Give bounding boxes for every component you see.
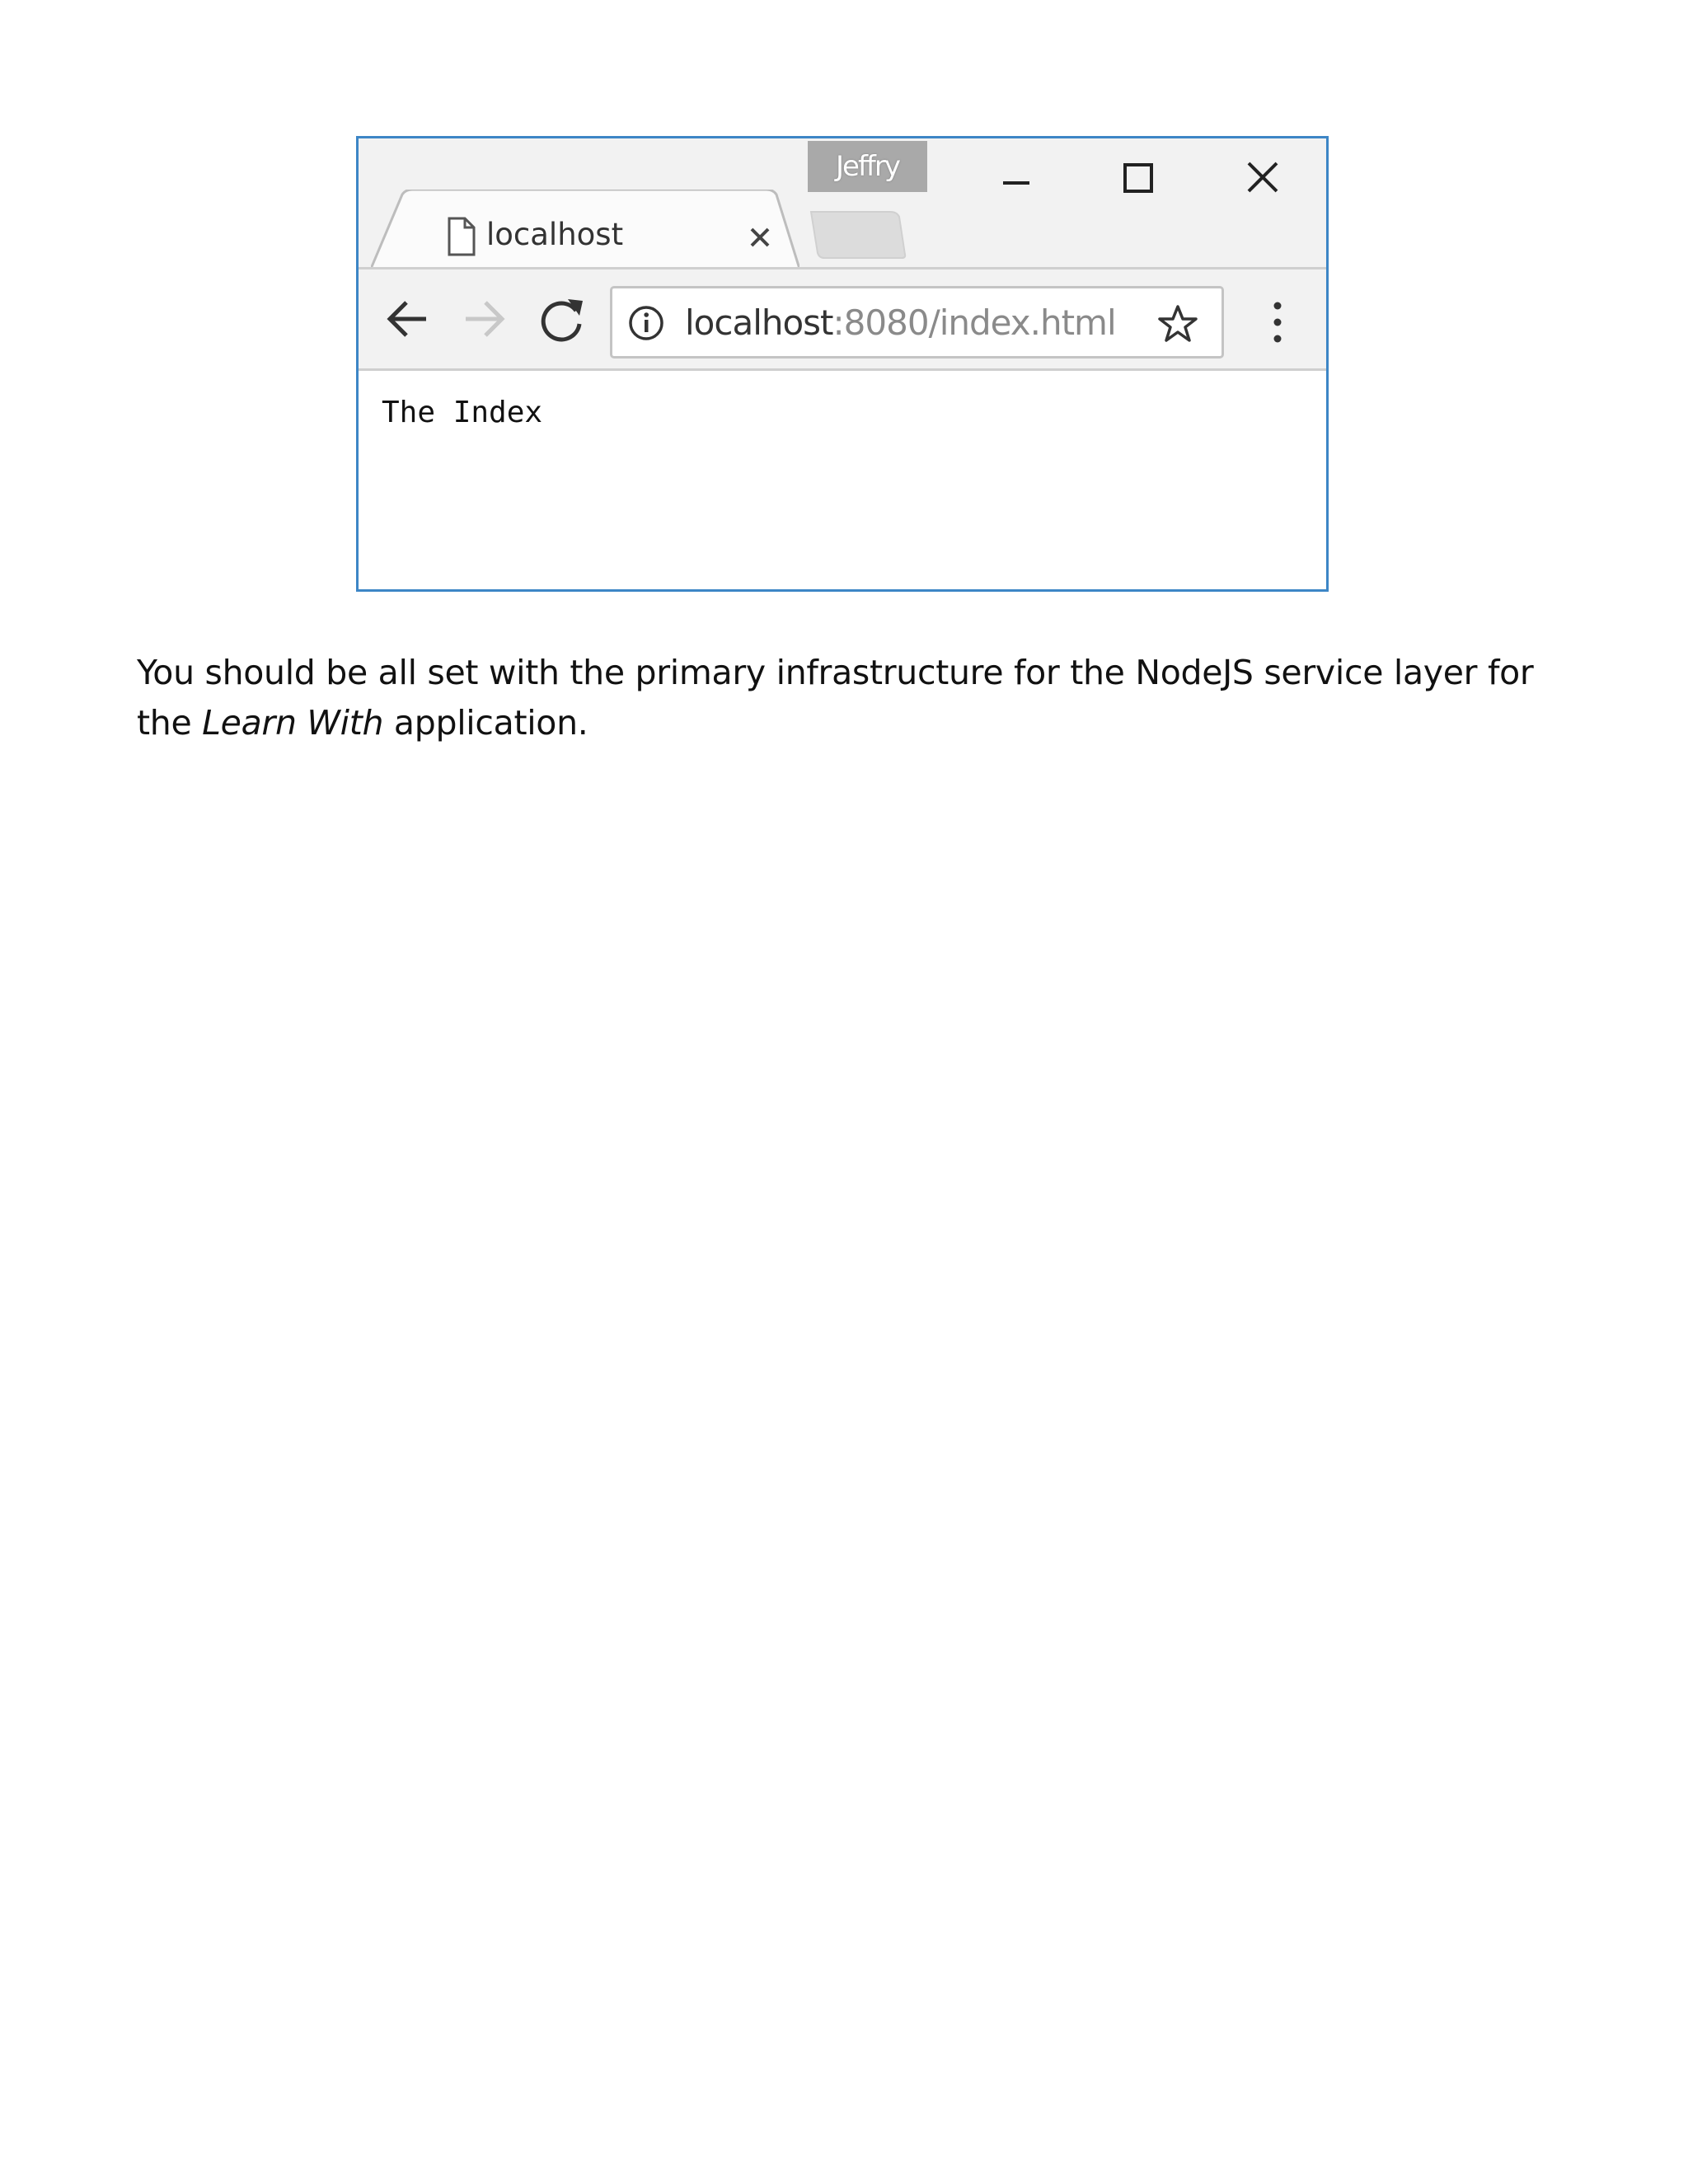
title-bar bbox=[359, 138, 1326, 267]
page-viewport bbox=[359, 371, 1326, 592]
profile-badge[interactable]: Jeffry bbox=[808, 141, 927, 192]
url-host: localhost bbox=[685, 302, 833, 343]
url-text[interactable] bbox=[685, 300, 1116, 346]
reload-icon bbox=[535, 293, 588, 345]
body-paragraph bbox=[137, 648, 1554, 748]
close-icon bbox=[1226, 147, 1300, 204]
back-button[interactable] bbox=[382, 293, 434, 345]
address-bar[interactable] bbox=[610, 286, 1224, 359]
close-window-button[interactable] bbox=[1226, 147, 1300, 204]
forward-button[interactable] bbox=[457, 293, 510, 345]
forward-arrow-icon bbox=[457, 293, 510, 345]
minimize-icon bbox=[977, 147, 1051, 204]
new-tab-button[interactable] bbox=[808, 209, 907, 260]
kebab-menu-icon[interactable] bbox=[1261, 296, 1294, 349]
star-icon[interactable] bbox=[1156, 302, 1199, 345]
page-body-text: The Index bbox=[382, 396, 543, 429]
browser-screenshot bbox=[356, 136, 1329, 592]
tab-close-icon[interactable] bbox=[743, 221, 776, 254]
maximize-icon bbox=[1100, 147, 1175, 204]
tab-localhost[interactable] bbox=[371, 190, 799, 269]
page-icon bbox=[445, 216, 478, 257]
tab-title: localhost bbox=[486, 217, 624, 252]
minimize-button[interactable] bbox=[977, 147, 1051, 204]
back-arrow-icon bbox=[382, 293, 434, 345]
paragraph-end: application. bbox=[383, 703, 588, 743]
browser-toolbar bbox=[359, 267, 1326, 371]
maximize-button[interactable] bbox=[1100, 147, 1175, 204]
paragraph-text: You should be all set with the primary infrastructure for the NodeJS service layer for the bbox=[137, 653, 1534, 743]
app-name-emphasis: Learn With bbox=[202, 703, 384, 743]
url-path: :8080/index.html bbox=[832, 302, 1116, 343]
reload-button[interactable] bbox=[535, 293, 588, 345]
info-icon[interactable] bbox=[627, 304, 665, 342]
